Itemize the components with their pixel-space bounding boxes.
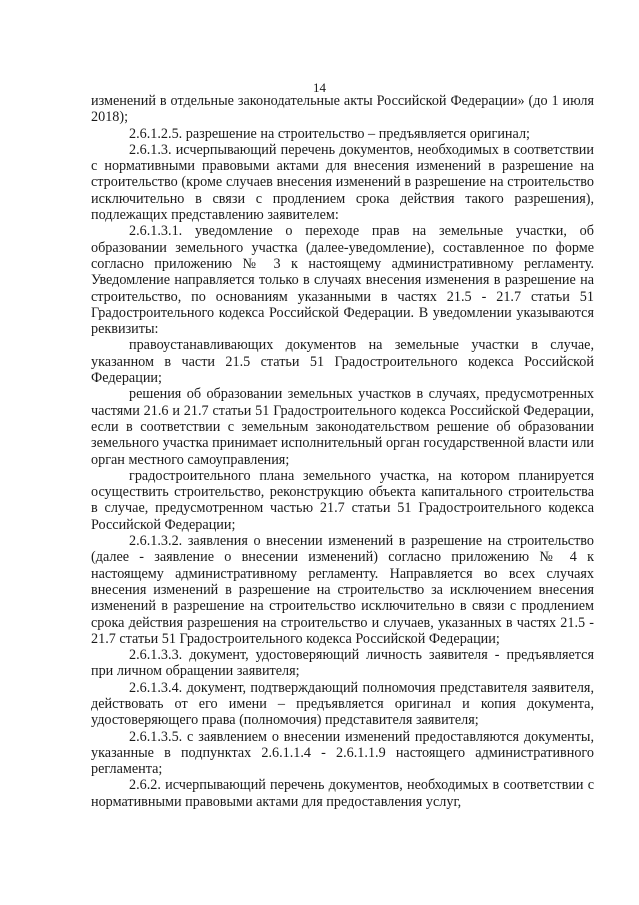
paragraph: 2.6.1.2.5. разрешение на строительство – предъявляется оригинал; xyxy=(129,125,530,142)
paragraph: 2.6.1.3.3. документ, удостоверяющий личность заявителя - предъявляется при личном обращении заявителя; xyxy=(91,647,594,680)
page-number: 14 xyxy=(313,80,326,95)
paragraph: 2.6.1.3. исчерпывающий перечень документов, необходимых в соответствии с нормативными правовыми актами для внесения изменений в разрешение на строительство (кроме случаев внесения изменений в разрешение на строительство исключительно в связи с продлением срока действия такого разрешения), подлежащих представлению заявителем: xyxy=(91,141,594,224)
paragraph: решения об образовании земельных участков в случаях, предусмотренных частями 21.6 и 21.7 статьи 51 Градостроительного кодекса Российской Федерации, если в соответствии с земельным законодательством решение об образовании земельного участка принимает исполнительный орган государственной власти или орган местного самоуправления; xyxy=(91,386,594,468)
paragraph: 2.6.1.3.1. уведомление о переходе прав на земельные участки, об образовании земельного участка (далее-уведомление), составленное по форме согласно приложению № 3 к настоящему административному регламенту. Уведомление направляется только в случаях внесения изменения в разрешение на строительство, по основаниям указанными в частях 21.5 - 21.7 статьи 51 Градостроительного кодекса Российской Федерации. В уведомлении указываются реквизиты: xyxy=(91,223,594,338)
paragraph: 2.6.2. исчерпывающий перечень документов, необходимых в соответствии с нормативными правовыми актами для предоставления услуг, xyxy=(91,777,594,810)
paragraph: правоустанавливающих документов на земельные участки в случае, указанном в части 21.5 статьи 51 Градостроительного кодекса Российской Федерации; xyxy=(91,337,594,387)
paragraph: 2.6.1.3.4. документ, подтверждающий полномочия представителя заявителя, действовать от его имени – предъявляется оригинал и копия документа, удостоверяющего права (полномочия) представителя заявителя; xyxy=(91,679,594,729)
document-body xyxy=(91,93,594,810)
paragraph: 2.6.1.3.5. с заявлением о внесении изменений предоставляются документы, указанные в подпунктах 2.6.1.1.4 - 2.6.1.1.9 настоящего административного регламента; xyxy=(91,728,594,778)
paragraph-continuation: изменений в отдельные законодательные акты Российской Федерации» (до 1 июля 2018); xyxy=(91,93,594,126)
paragraph: градостроительного плана земельного участка, на котором планируется осуществить строительство, реконструкцию объекта капитального строительства в случае, предусмотренном частью 21.7 статьи 51 Градостроительного кодекса Российской Федерации; xyxy=(91,467,594,533)
paragraph: 2.6.1.3.2. заявления о внесении изменений в разрешение на строительство (далее - заявление о внесении изменений) согласно приложению № 4 к настоящему административному регламенту. Направляется во всех случаях внесения изменений в разрешение на строительство за исключением внесения изменений в разрешение на строительство исключительно в связи с продлением срока действия разрешения на строительство и случаев, указанных в частях 21.5 - 21.7 статьи 51 Градостроительного кодекса Российской Федерации; xyxy=(91,533,594,647)
